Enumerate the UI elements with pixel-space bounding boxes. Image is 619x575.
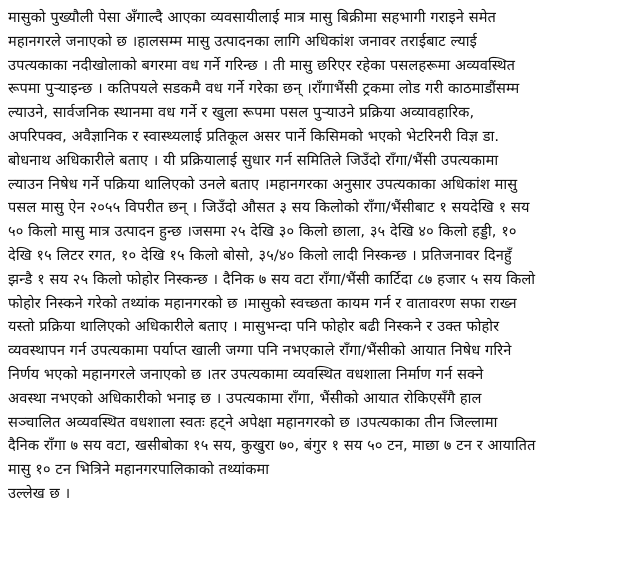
article-line: उपत्यकाका नदीखोलाको बगरमा वध गर्ने गरिन्छ । ती मासु छरिएर रहेका पसलहरूमा अव्यवस्थित <box>8 56 516 74</box>
article-line: बोधनाथ अधिकारीले बताए । यी प्रक्रियालाई सुधार गर्न समितिले जिउँदो राँगा/भैंसी उपत्यकामा <box>8 151 499 169</box>
article-line: फोहोर निस्कने गरेको तथ्यांक महानगरको छ ।मासुको स्वच्छता कायम गर्न र वातावरण सफा राख्न <box>8 294 517 312</box>
article-line: ल्याउने, सार्वजनिक स्थानमा वध गर्ने र खुला रूपमा पसल पुऱ्याउने प्रक्रिया अव्यावहारिक, <box>8 104 475 122</box>
article-line: निर्णय भएको महानगरले जनाएको छ ।तर उपत्यकामा व्यवस्थित वधशाला निर्माण गर्न सक्ने <box>8 365 484 383</box>
article-line: देखि १५ लिटर रगत, १० देखि १५ किलो बोसो, ३५/४० किलो लादी निस्कन्छ । प्रतिजनावर दिनहुँ <box>8 246 512 264</box>
article-line: उल्लेख छ । <box>8 484 71 502</box>
article-line: रूपमा पुऱ्याइन्छ । कतिपयले सडकमै वध गर्ने गरेका छन् ।राँगाभैंसी ट्रकमा लोड गरी काठमाडौंसम्म <box>8 80 520 98</box>
article-line: पसल मासु ऐन २०५५ विपरीत छन् । जिउँदो औसत ३ सय किलोको राँगा/भैंसीबाट १ सयदेखि १ सय <box>8 199 530 217</box>
article-line: झन्डै १ सय २५ किलो फोहोर निस्कन्छ । दैनिक ७ सय वटा राँगा/भैंसी कार्टिदा ८७ हजार ५ सय किलो <box>8 270 536 288</box>
article-line: मासु १० टन भित्रिने महानगरपालिकाको तथ्यांकमा <box>8 461 270 479</box>
article-line: ल्याउन निषेध गर्ने पक्रिया थालिएको उनले बताए ।महानगरका अनुसार उपत्यकाका अधिकांश मासु <box>8 175 518 193</box>
article-line: यस्तो प्रक्रिया थालिएको अधिकारीले बताए । मासुभन्दा पनि फोहोर बढी निस्कने र उक्त फोहोर <box>8 318 500 336</box>
article-line: ५० किलो मासु मात्र उत्पादन हुन्छ ।जसमा २५ देखि ३० किलो छाला, ३५ देखि ४० किलो हड्डी, १० <box>8 223 517 241</box>
article-line: सञ्चालित अव्यवस्थित वधशाला स्वतः हट्ने अपेक्षा महानगरको छ ।उपत्यकाका तीन जिल्लामा <box>8 413 498 431</box>
article-line: अवस्था नभएको अधिकारीको भनाइ छ । उपत्यकामा राँगा, भैंसीको आयात रोकिएसँगै हाल <box>8 389 482 407</box>
article-line: दैनिक राँगा ७ सय वटा, खसीबोका १५ सय, कुखुरा ७०, बंगुर १ सय ५० टन, माछा ७ टन र आयातित <box>8 437 536 455</box>
article-line: मासुको पुख्यौली पेसा अँगाल्दै आएका व्यवसायीलाई मात्र मासु बिक्रीमा सहभागी गराइने समेत <box>8 9 496 26</box>
article-body <box>8 6 614 506</box>
article-line: व्यवस्थापन गर्न उपत्यकामा पर्याप्त खाली जग्गा पनि नभएकाले राँगा/भैंसीको आयात निषेध गरिने <box>8 342 512 360</box>
article-line: अपरिपक्व, अवैज्ञानिक र स्वास्थ्यलाई प्रतिकूल असर पार्ने किसिमको भएको भेटरिनरी विज्ञ डा. <box>8 127 500 145</box>
article-line: महानगरले जनाएको छ ।हालसम्म मासु उत्पादनका लागि अधिकांश जनावर तराईबाट ल्याई <box>8 32 477 50</box>
